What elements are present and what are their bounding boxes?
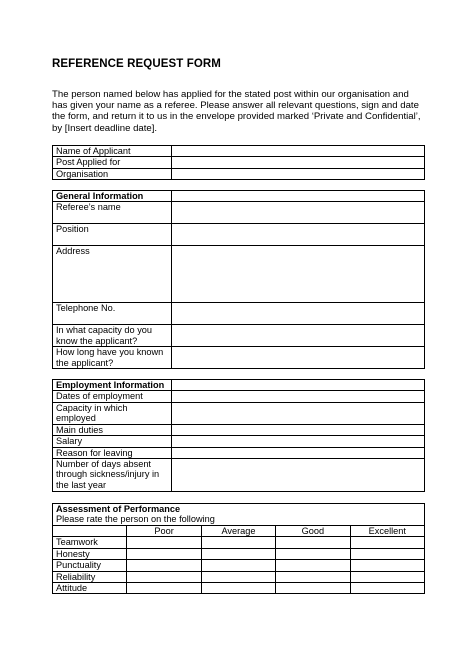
- rating-cell[interactable]: [201, 537, 275, 548]
- field-position[interactable]: [172, 224, 425, 246]
- rating-cell[interactable]: [276, 537, 350, 548]
- field-telephone[interactable]: [172, 303, 425, 325]
- rating-cell[interactable]: [201, 548, 275, 559]
- applicant-table: [52, 145, 425, 180]
- rating-cell[interactable]: [350, 548, 424, 559]
- label-reason-for-leaving: Reason for leaving: [53, 447, 172, 458]
- rating-cell[interactable]: [350, 571, 424, 582]
- rating-header-poor: Poor: [127, 526, 201, 537]
- label-referee-name: Referee’s name: [53, 202, 172, 224]
- field-dates-of-employment[interactable]: [172, 391, 425, 402]
- label-name-of-applicant: Name of Applicant: [53, 146, 172, 157]
- rating-cell[interactable]: [127, 560, 201, 571]
- intro-paragraph: The person named below has applied for the stated post within our organisation and has given your name as a referee. Please answer all relevant questions, sign and date the form, and return it to us in the envelope provided marked ‘Private and Confidential’, by [Insert deadline date].: [52, 89, 421, 134]
- label-position: Position: [53, 224, 172, 246]
- label-post-applied-for: Post Applied for: [53, 157, 172, 168]
- general-information-heading-blank: [172, 191, 425, 202]
- label-reliability: Reliability: [53, 571, 127, 582]
- label-honesty: Honesty: [53, 548, 127, 559]
- rating-header-average: Average: [201, 526, 275, 537]
- label-telephone: Telephone No.: [53, 303, 172, 325]
- label-dates-of-employment: Dates of employment: [53, 391, 172, 402]
- rating-cell[interactable]: [127, 571, 201, 582]
- label-salary: Salary: [53, 436, 172, 447]
- field-address[interactable]: [172, 246, 425, 303]
- field-organisation[interactable]: [172, 168, 425, 179]
- label-how-long-known: How long have you known the applicant?: [53, 347, 172, 369]
- field-capacity-know-applicant[interactable]: [172, 325, 425, 347]
- rating-header-blank: [53, 526, 127, 537]
- rating-cell[interactable]: [201, 583, 275, 594]
- assessment-instruction: Please rate the person on the following: [56, 514, 215, 525]
- field-days-absent[interactable]: [172, 459, 425, 492]
- rating-header-good: Good: [276, 526, 350, 537]
- rating-cell[interactable]: [127, 537, 201, 548]
- assessment-of-performance-table: [52, 503, 425, 594]
- assessment-heading-cell: [53, 504, 425, 526]
- label-address: Address: [53, 246, 172, 303]
- label-teamwork: Teamwork: [53, 537, 127, 548]
- employment-information-table: [52, 379, 425, 492]
- rating-cell[interactable]: [276, 571, 350, 582]
- field-post-applied-for[interactable]: [172, 157, 425, 168]
- rating-cell[interactable]: [276, 583, 350, 594]
- assessment-heading: Assessment of Performance: [56, 504, 181, 514]
- label-capacity-employed: Capacity in which employed: [53, 402, 172, 424]
- label-attitude: Attitude: [53, 583, 127, 594]
- field-name-of-applicant[interactable]: [172, 146, 425, 157]
- employment-information-heading-blank: [172, 380, 425, 391]
- form-title: REFERENCE REQUEST FORM: [52, 58, 221, 70]
- rating-header-excellent: Excellent: [350, 526, 424, 537]
- label-capacity-know-applicant: In what capacity do you know the applicant?: [53, 325, 172, 347]
- field-reason-for-leaving[interactable]: [172, 447, 425, 458]
- rating-cell[interactable]: [127, 548, 201, 559]
- label-main-duties: Main duties: [53, 424, 172, 435]
- rating-cell[interactable]: [350, 583, 424, 594]
- rating-cell[interactable]: [350, 560, 424, 571]
- rating-cell[interactable]: [201, 571, 275, 582]
- label-days-absent: Number of days absent through sickness/injury in the last year: [53, 459, 172, 492]
- field-salary[interactable]: [172, 436, 425, 447]
- label-punctuality: Punctuality: [53, 560, 127, 571]
- field-referee-name[interactable]: [172, 202, 425, 224]
- label-organisation: Organisation: [53, 168, 172, 179]
- rating-cell[interactable]: [127, 583, 201, 594]
- employment-information-heading: Employment Information: [53, 380, 172, 391]
- field-how-long-known[interactable]: [172, 347, 425, 369]
- general-information-heading: General Information: [53, 191, 172, 202]
- rating-cell[interactable]: [350, 537, 424, 548]
- rating-cell[interactable]: [201, 560, 275, 571]
- general-information-table: [52, 190, 425, 369]
- field-main-duties[interactable]: [172, 424, 425, 435]
- rating-cell[interactable]: [276, 548, 350, 559]
- field-capacity-employed[interactable]: [172, 402, 425, 424]
- rating-cell[interactable]: [276, 560, 350, 571]
